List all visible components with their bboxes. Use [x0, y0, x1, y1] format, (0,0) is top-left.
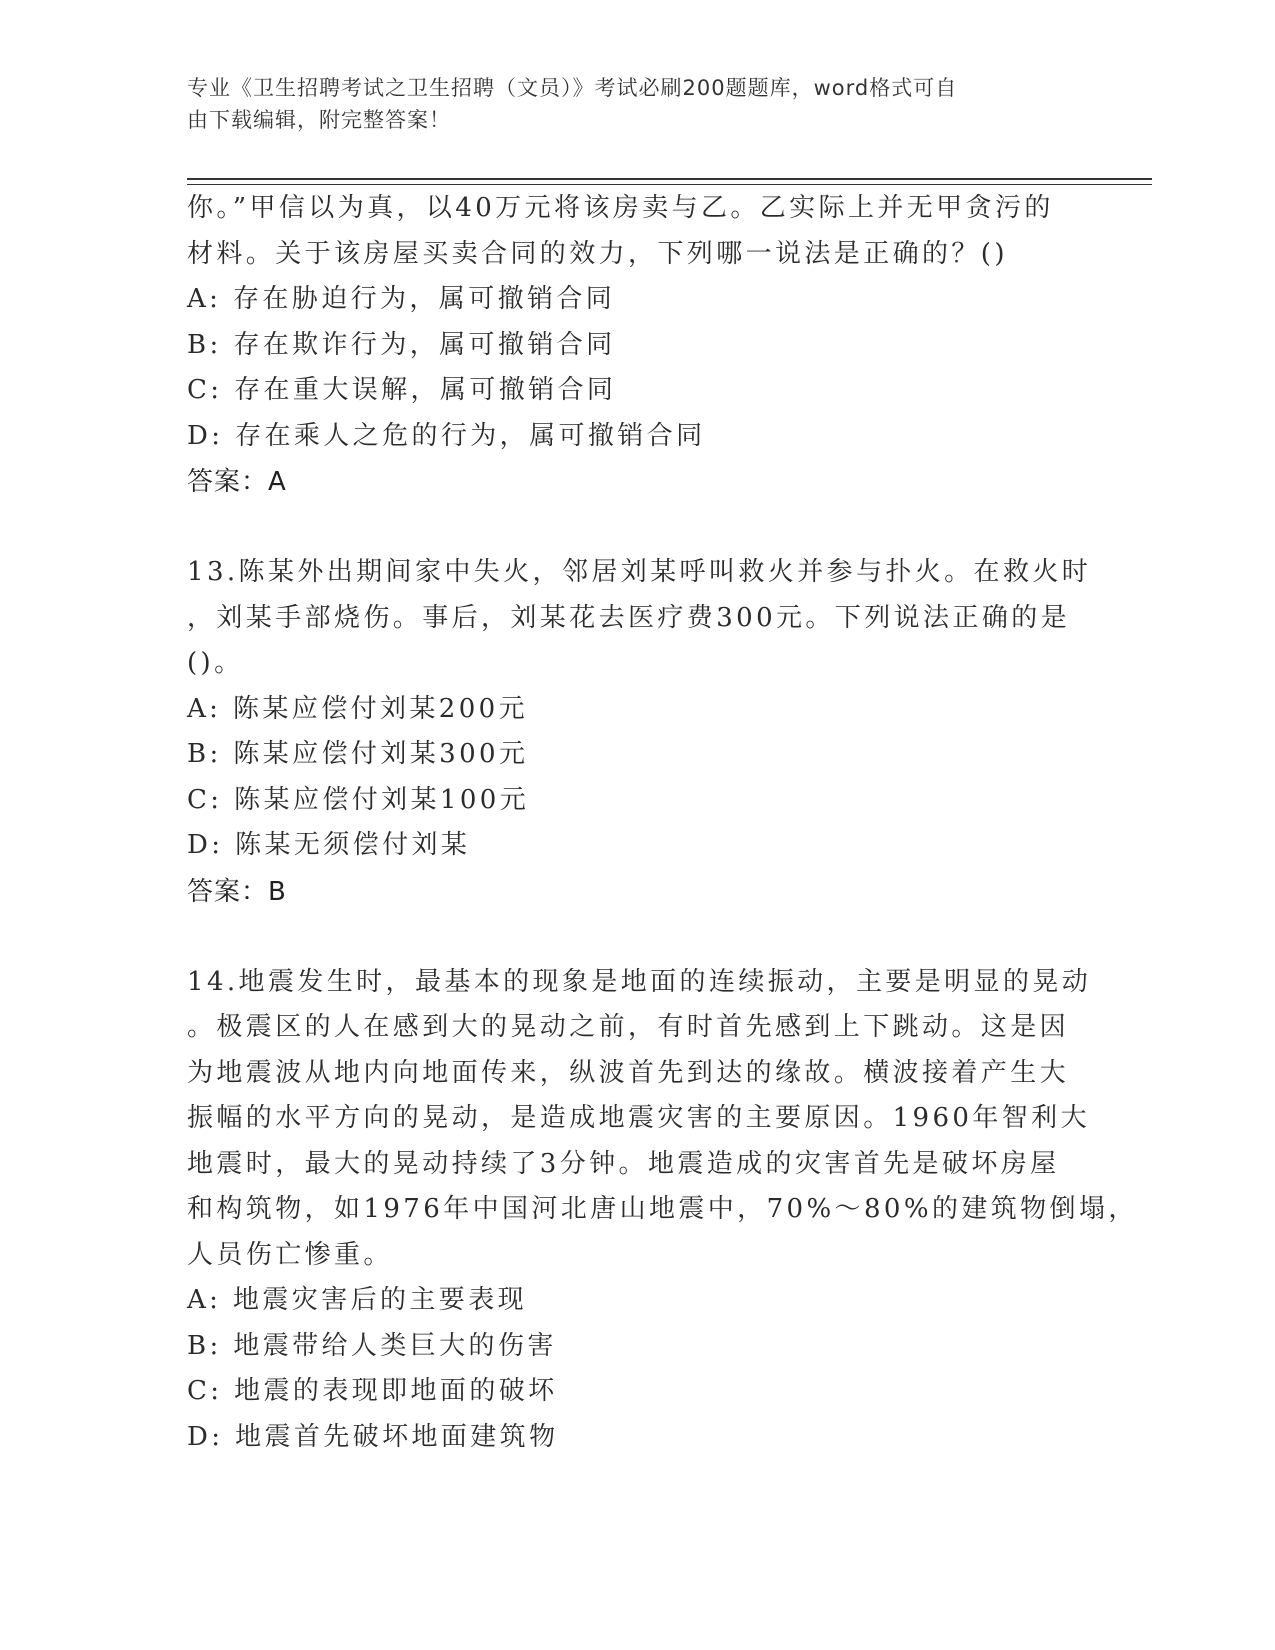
page-header — [187, 72, 1087, 136]
question-12 — [187, 186, 1092, 505]
option-d: D: 陈某无须偿付刘某 — [187, 830, 471, 860]
option-c: C: 地震的表现即地面的破坏 — [187, 1376, 558, 1406]
question-stem-line: 14.地震发生时，最基本的现象是地面的连续振动，主要是明显的晃动 — [187, 966, 1092, 997]
question-spacer — [187, 915, 1092, 960]
option-a: A: 存在胁迫行为，属可撤销合同 — [187, 284, 616, 314]
header-rule-thin — [187, 184, 1152, 185]
header-line-2: 由下载编辑，附完整答案！ — [187, 108, 451, 132]
option-a: A: 陈某应偿付刘某200元 — [187, 693, 529, 724]
option-d: D: 存在乘人之危的行为，属可撤销合同 — [187, 420, 706, 451]
document-body — [187, 186, 1138, 1460]
question-stem-line: 和构筑物，如1976年中国河北唐山地震中，70%～80%的建筑物倒塌， — [187, 1194, 1138, 1224]
header-line-1: 专业《卫生招聘考试之卫生招聘（文员）》考试必刷200题题库，word格式可自 — [187, 76, 958, 100]
question-stem-line: 你。”甲信以为真，以40万元将该房卖与乙。乙实际上并无甲贪污的 — [187, 193, 1054, 223]
question-stem-line: ，刘某手部烧伤。事后，刘某花去医疗费300元。下列说法正确的是 — [187, 602, 1071, 633]
question-stem-line: 人员伤亡惨重。 — [187, 1239, 393, 1270]
question-stem-line: 为地震波从地内向地面传来，纵波首先到达的缘故。横波接着产生大 — [187, 1057, 1070, 1088]
question-14 — [187, 960, 1138, 1461]
header-rule-thick — [187, 178, 1152, 180]
option-b: B: 陈某应偿付刘某300元 — [187, 739, 529, 769]
option-b: B: 地震带给人类巨大的伤害 — [187, 1330, 557, 1361]
question-stem-line: 振幅的水平方向的晃动，是造成地震灾害的主要原因。1960年智利大 — [187, 1103, 1090, 1133]
answer-line: 答案：A — [187, 467, 287, 497]
question-stem-line: 地震时，最大的晃动持续了3分钟。地震造成的灾害首先是破坏房屋 — [187, 1148, 1060, 1179]
option-c: C: 陈某应偿付刘某100元 — [187, 784, 530, 815]
answer-line: 答案：B — [187, 876, 287, 907]
question-stem-line: 材料。关于该房屋买卖合同的效力，下列哪一说法是正确的？() — [187, 238, 1008, 269]
option-a: A: 地震灾害后的主要表现 — [187, 1285, 528, 1315]
option-b: B: 存在欺诈行为，属可撤销合同 — [187, 329, 616, 360]
question-stem-line: 13.陈某外出期间家中失火，邻居刘某呼叫救火并参与扑火。在救火时 — [187, 557, 1092, 587]
question-stem-line: ()。 — [187, 648, 244, 678]
question-spacer — [187, 505, 1092, 550]
option-d: D: 地震首先破坏地面建筑物 — [187, 1421, 559, 1452]
question-stem-line: 。极震区的人在感到大的晃动之前，有时首先感到上下跳动。这是因 — [187, 1012, 1070, 1042]
question-13 — [187, 550, 1092, 915]
option-c: C: 存在重大误解，属可撤销合同 — [187, 375, 617, 405]
